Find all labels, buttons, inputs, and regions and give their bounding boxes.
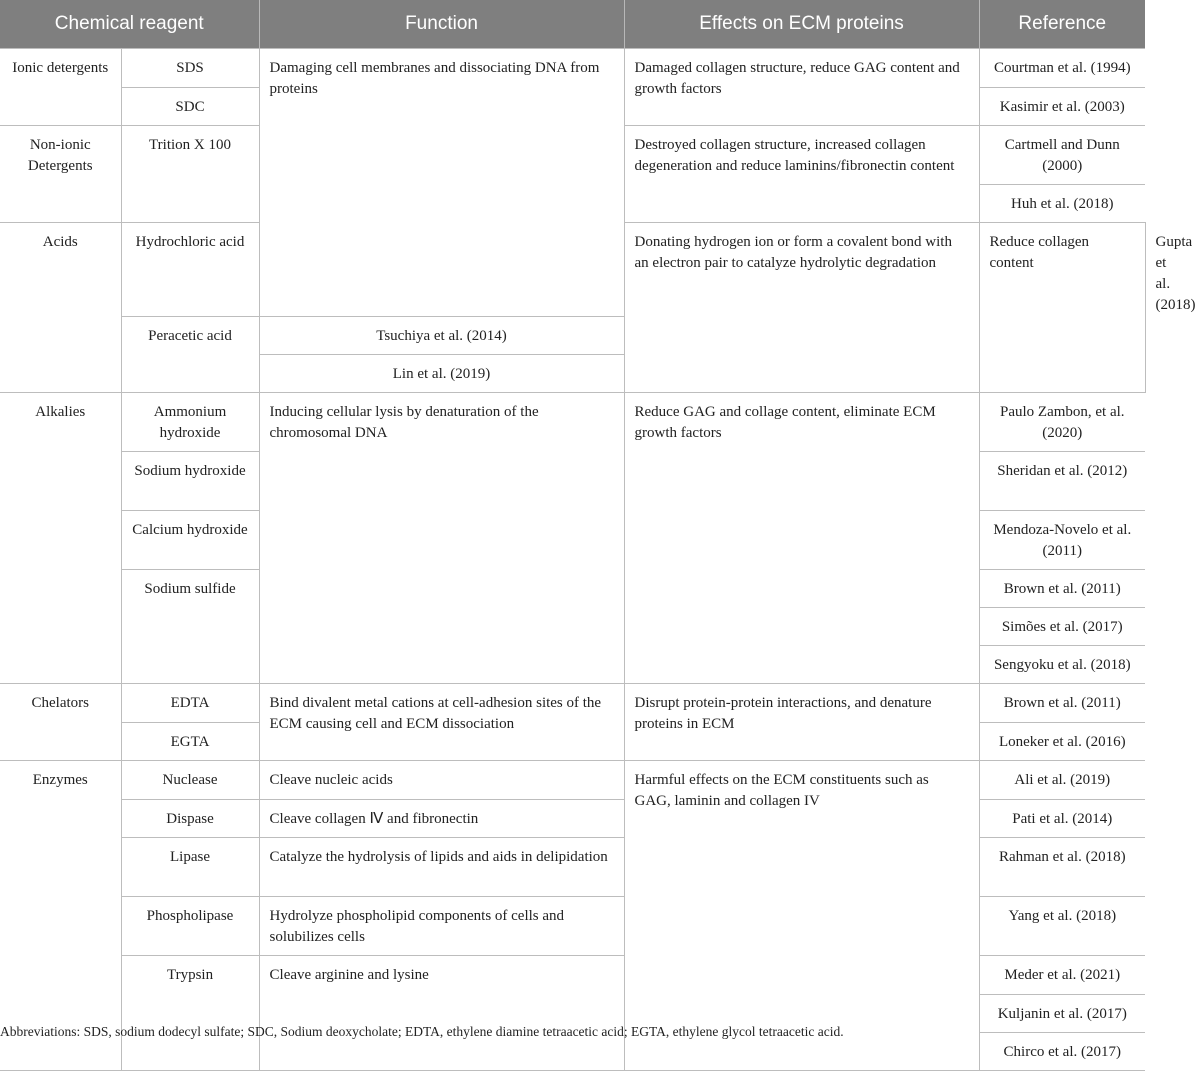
effect-cell: Harmful effects on the ECM constituents such as GAG, laminin and collagen IV xyxy=(624,761,979,1071)
reagent-cell: Trypsin xyxy=(121,956,259,1071)
function-cell: Inducing cellular lysis by denaturation of the chromosomal DNA xyxy=(259,393,624,684)
reference-cell: Pati et al. (2014) xyxy=(979,800,1145,838)
reference-cell: Chirco et al. (2017) xyxy=(979,1033,1145,1071)
function-cell: Cleave arginine and lysine xyxy=(259,956,624,1071)
effect-cell: Reduce collagen content xyxy=(979,223,1145,393)
reference-cell: Yang et al. (2018) xyxy=(979,897,1145,956)
reagent-cell: EGTA xyxy=(121,723,259,761)
table-row xyxy=(0,684,1145,723)
table-row xyxy=(0,49,1145,88)
header-row xyxy=(0,0,1145,49)
table-row xyxy=(0,393,1145,452)
reference-cell: Ali et al. (2019) xyxy=(979,761,1145,800)
reference-cell: Huh et al. (2018) xyxy=(979,185,1145,223)
function-cell: Cleave nucleic acids xyxy=(259,761,624,800)
reagent-cell: Trition X 100 xyxy=(121,126,259,223)
reagent-cell: SDC xyxy=(121,88,259,126)
function-cell: Catalyze the hydrolysis of lipids and aids in delipidation xyxy=(259,838,624,897)
effect-cell: Damaged collagen structure, reduce GAG content and growth factors xyxy=(624,49,979,126)
reference-cell: Sheridan et al. (2012) xyxy=(979,452,1145,511)
category-cell: Chelators xyxy=(0,684,121,761)
reagent-cell: Lipase xyxy=(121,838,259,897)
footnote: Abbreviations: SDS, sodium dodecyl sulfate; SDC, Sodium deoxycholate; EDTA, ethylene diamine tetraacetic acid; EGTA, ethylene glycol tetraacetic acid. xyxy=(0,1024,844,1039)
reference-cell: Brown et al. (2011) xyxy=(979,684,1145,723)
effect-cell: Reduce GAG and collage content, eliminate ECM growth factors xyxy=(624,393,979,684)
reference-cell: Sengyoku et al. (2018) xyxy=(979,646,1145,684)
reference-cell: Meder et al. (2021) xyxy=(979,956,1145,995)
header-chemical-reagent: Chemical reagent xyxy=(0,0,259,49)
reference-cell: Rahman et al. (2018) xyxy=(979,838,1145,897)
reference-cell: Simões et al. (2017) xyxy=(979,608,1145,646)
reference-cell: Lin et al. (2019) xyxy=(259,355,624,393)
effect-cell: Destroyed collagen structure, increased collagen degeneration and reduce laminins/fibronectin content xyxy=(624,126,979,223)
reference-cell: Kasimir et al. (2003) xyxy=(979,88,1145,126)
function-cell: Donating hydrogen ion or form a covalent bond with an electron pair to catalyze hydrolytic degradation xyxy=(624,223,979,393)
reference-cell: Kuljanin et al. (2017) xyxy=(979,995,1145,1033)
reference-cell: Brown et al. (2011) xyxy=(979,570,1145,608)
function-cell: Hydrolyze phospholipid components of cells and solubilizes cells xyxy=(259,897,624,956)
reference-cell: Cartmell and Dunn (2000) xyxy=(979,126,1145,185)
header-reference: Reference xyxy=(979,0,1145,49)
effect-cell: Disrupt protein-protein interactions, and denature proteins in ECM xyxy=(624,684,979,761)
reagent-cell: Peracetic acid xyxy=(121,317,259,393)
reference-cell: Mendoza-Novelo et al. (2011) xyxy=(979,511,1145,570)
reagent-cell: Phospholipase xyxy=(121,897,259,956)
header-function: Function xyxy=(259,0,624,49)
category-cell: Alkalies xyxy=(0,393,121,684)
reagent-cell: SDS xyxy=(121,49,259,88)
reference-cell: Courtman et al. (1994) xyxy=(979,49,1145,88)
function-cell: Bind divalent metal cations at cell-adhesion sites of the ECM causing cell and ECM dissociation xyxy=(259,684,624,761)
reagent-cell: EDTA xyxy=(121,684,259,723)
reference-cell: Paulo Zambon, et al. (2020) xyxy=(979,393,1145,452)
reagent-cell: Hydrochloric acid xyxy=(121,223,259,317)
header-effects: Effects on ECM proteins xyxy=(624,0,979,49)
table-row: Acids Hydrochloric acid Donating hydrogen ion or form a covalent bond with an electron pair to catalyze hydrolytic degradation Reduce collagen content Gupta et al. (2018) xyxy=(0,223,1145,317)
reference-cell: Tsuchiya et al. (2014) xyxy=(259,317,624,355)
reagent-cell: Sodium hydroxide xyxy=(121,452,259,511)
reagent-cell: Nuclease xyxy=(121,761,259,800)
reagent-cell: Ammonium hydroxide xyxy=(121,393,259,452)
table-row xyxy=(0,761,1145,800)
category-cell: Ionic detergents xyxy=(0,49,121,126)
reference-cell: Loneker et al. (2016) xyxy=(979,723,1145,761)
reagent-cell: Sodium sulfide xyxy=(121,570,259,684)
function-cell: Cleave collagen Ⅳ and fibronectin xyxy=(259,800,624,838)
category-cell: Non-ionic Detergents xyxy=(0,126,121,223)
function-cell: Damaging cell membranes and dissociating DNA from proteins xyxy=(259,49,624,317)
category-cell: Acids xyxy=(0,223,121,393)
reagent-cell: Dispase xyxy=(121,800,259,838)
category-cell: Enzymes xyxy=(0,761,121,1071)
reagent-cell: Calcium hydroxide xyxy=(121,511,259,570)
